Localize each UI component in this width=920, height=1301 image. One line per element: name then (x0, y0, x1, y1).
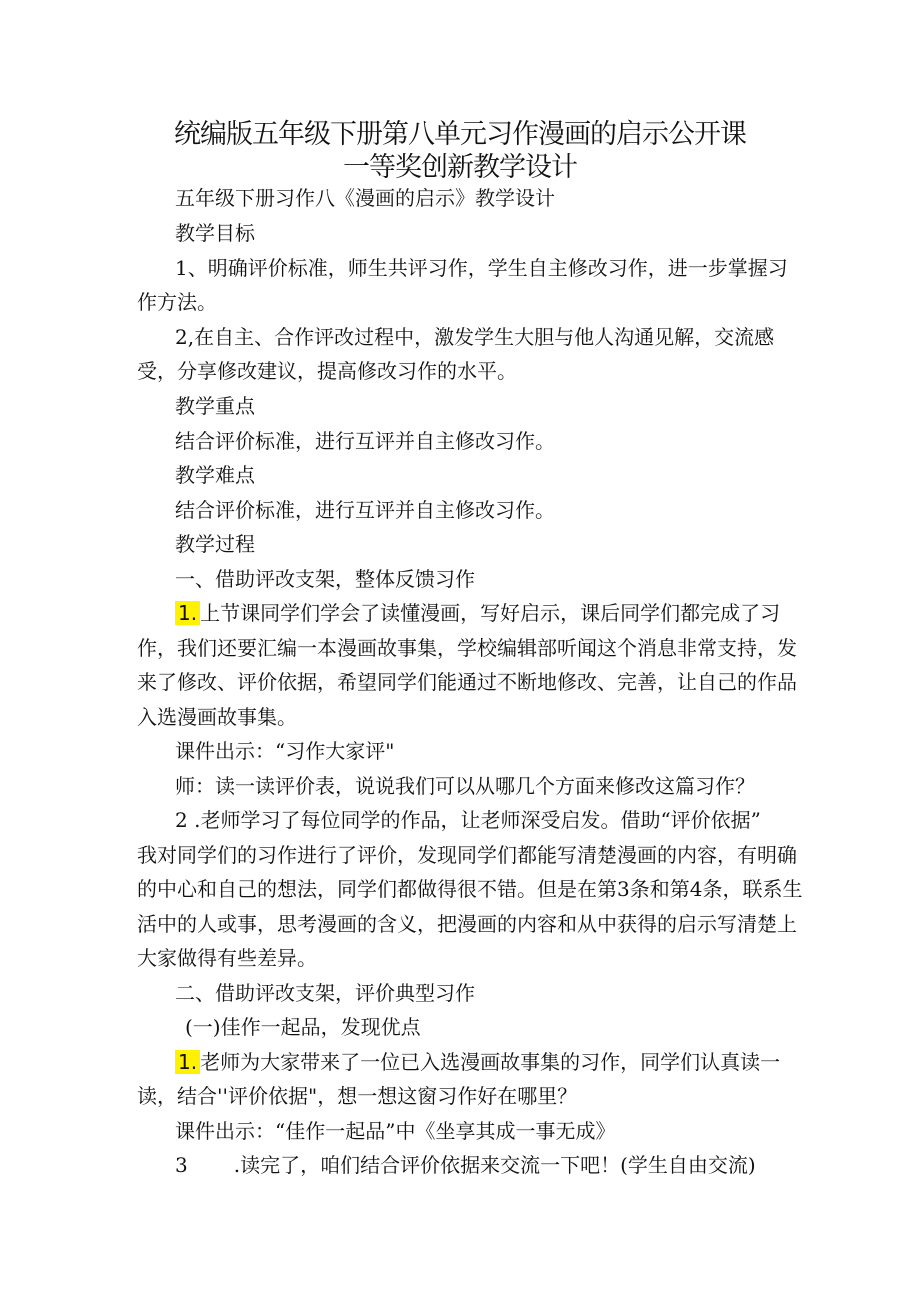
paragraph-line: 我对同学们的习作进行了评价，发现同学们都能写清楚漫画的内容，有明确 (137, 843, 797, 867)
document-title-line2: 一等奖创新教学设计 (343, 152, 577, 183)
paragraph-line: 读，结合''评价依据"，想一想这窗习作好在哪里？ (137, 1084, 578, 1108)
section-heading-process: 教学过程 (175, 532, 255, 556)
paragraph-line: 来了修改、评价依据，希望同学们能通过不断地修改、完善，让自己的作品 (137, 670, 797, 694)
paragraph-line: 2 .老师学习了每位同学的作品，让老师深受启发。借助“评价依据” (175, 808, 761, 832)
section-heading-difficulties: 教学难点 (175, 463, 255, 487)
paragraph-line (175, 1153, 756, 1177)
paragraph-line: 的中心和自己的想法，同学们都做得很不错。但是在第3条和第4条，联系生 (137, 877, 803, 901)
paragraph-line: 结合评价标准，进行互评并自主修改习作。 (175, 498, 555, 522)
paragraph-line: 受，分享修改建议，提高修改习作的水平。 (137, 359, 517, 383)
paragraph-line: 课件出示：“佳作一起品”中《坐享其成一事无成》 (175, 1119, 616, 1143)
paragraph-line: 作，我们还要汇编一本漫画故事集，学校编辑部听闻这个消息非常支持，发 (137, 636, 797, 660)
paragraph-line: 大家做得有些差异。 (137, 946, 317, 970)
paragraph-line: 课件出示：“习作大家评" (175, 739, 395, 763)
paragraph-line: 作方法。 (137, 290, 217, 314)
paragraph-line (175, 601, 780, 625)
subsection-heading: 二、借助评改支架，评价典型习作 (175, 981, 475, 1005)
paragraph-line: 师：读一读评价表，说说我们可以从哪几个方面来修改这篇习作？ (175, 774, 755, 798)
paragraph-line: 2,在自主、合作评改过程中，激发学生大胆与他人沟通见解，交流感 (175, 325, 775, 349)
item-number: 3 (175, 1153, 188, 1177)
paragraph-text: .读完了，咱们结合评价依据来交流一下吧！(学生自由交流) (233, 1153, 756, 1177)
paragraph-line (175, 1050, 780, 1074)
paragraph-text: 老师为大家带来了一位已入选漫画故事集的习作，同学们认真读一 (200, 1050, 781, 1074)
section-heading-key-points: 教学重点 (175, 394, 255, 418)
paragraph-line: 1、明确评价标准，师生共评习作，学生自主修改习作，进一步掌握习 (175, 256, 788, 280)
design-heading: 五年级下册习作八《漫画的启示》教学设计 (175, 186, 555, 210)
paragraph-text: 上节课同学们学会了读懂漫画，写好启示，课后同学们都完成了习 (200, 601, 781, 625)
paragraph-line: 活中的人或事，思考漫画的含义，把漫画的内容和从中获得的启示写清楚上 (137, 912, 797, 936)
highlighted-number: 1. (175, 601, 200, 625)
subsection-heading: (一)佳作一起品，发现优点 (185, 1015, 421, 1039)
highlighted-number: 1. (175, 1050, 200, 1074)
paragraph-line: 入选漫画故事集。 (137, 705, 297, 729)
subsection-heading: 一、借助评改支架，整体反馈习作 (175, 567, 475, 591)
section-heading-objectives: 教学目标 (175, 221, 255, 245)
document-title-line1: 统编版五年级下册第八单元习作漫画的启示公开课 (174, 119, 746, 150)
paragraph-line: 结合评价标准，进行互评并自主修改习作。 (175, 429, 555, 453)
